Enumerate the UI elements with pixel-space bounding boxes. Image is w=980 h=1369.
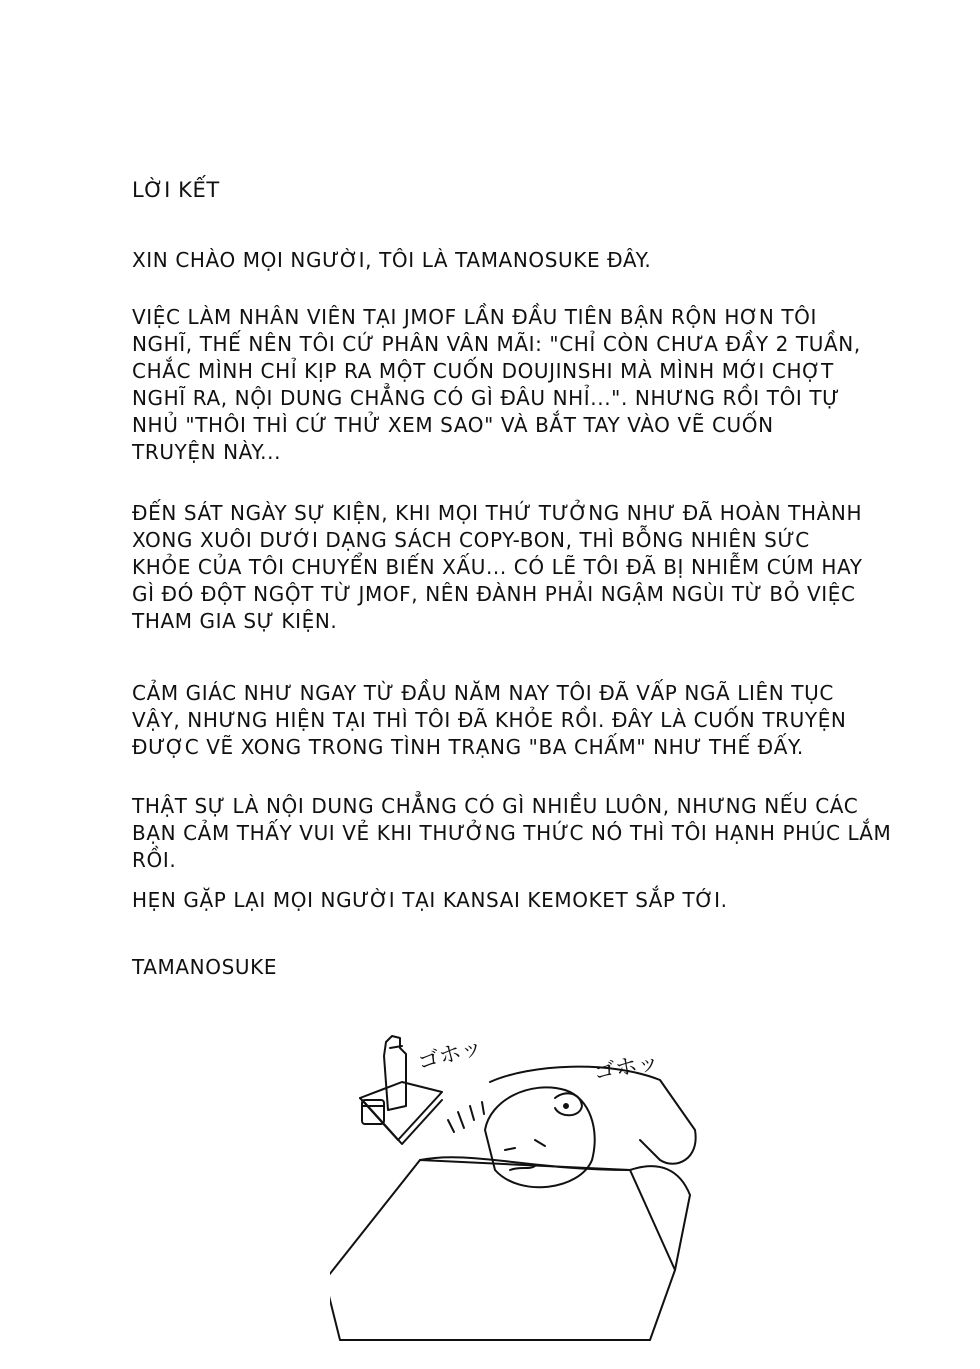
pillow [490, 1067, 696, 1164]
page-title: LỜI KẾT [132, 178, 220, 202]
cough-lines [448, 1102, 484, 1132]
sleeper-head [485, 1087, 595, 1187]
blanket [330, 1160, 675, 1340]
greeting-text: XIN CHÀO MỌI NGƯỜI, TÔI LÀ TAMANOSUKE ĐÂY. [132, 248, 652, 272]
signature: TAMANOSUKE [132, 955, 278, 979]
paragraph-2: ĐẾN SÁT NGÀY SỰ KIỆN, KHI MỌI THỨ TƯỞNG NHƯ ĐÃ HOÀN THÀNH XONG XUÔI DƯỚI DẠNG SÁCH COPY-BON, THÌ BỖNG NHIÊN SỨC KHỎE CỦA TÔI CHUYỂN BIẾN XẤU... CÓ LẼ TÔI ĐÃ BỊ NHIỄM CÚM HAY GÌ ĐÓ ĐỘT NGỘT TỪ JMOF, NÊN ĐÀNH PHẢI NGẬM NGÙI TỪ BỎ VIỆC THAM GIA SỰ KIỆN. [132, 501, 863, 633]
cough-sfx-right: ゴホッ [591, 1049, 662, 1086]
paragraph-5: HẸN GẶP LẠI MỌI NGƯỜI TẠI KANSAI KEMOKET SẮP TỚI. [132, 888, 728, 912]
cough-sfx-left: ゴホッ [415, 1034, 486, 1076]
sick-in-bed-illustration [330, 1020, 710, 1350]
paragraph-1: VIỆC LÀM NHÂN VIÊN TẠI JMOF LẦN ĐẦU TIÊN BẬN RỘN HƠN TÔI NGHĨ, THẾ NÊN TÔI CỨ PHÂN VÂN MÃI: "CHỈ CÒN CHƯA ĐẦY 2 TUẦN, CHẮC MÌNH CHỈ KỊP RA MỘT CUỐN DOUJINSHI MÀ MÌNH MỚI CHỢT NGHĨ RA, NỘI DUNG CHẲNG CÓ GÌ ĐÂU NHỈ...". NHƯNG RỒI TÔI TỰ NHỦ "THÔI THÌ CỨ THỬ XEM SAO" VÀ BẮT TAY VÀO VẼ CUỐN TRUYỆN NÀY... [132, 305, 861, 464]
paragraph-3: CẢM GIÁC NHƯ NGAY TỪ ĐẦU NĂM NAY TÔI ĐÃ VẤP NGÃ LIÊN TỤC VẬY, NHƯNG HIỆN TẠI THÌ TÔI ĐÃ KHỎE RỒI. ĐÂY LÀ CUỐN TRUYỆN ĐƯỢC VẼ XONG TRONG TÌNH TRẠNG "BA CHẤM" NHƯ THẾ ĐẤY. [132, 681, 847, 759]
paragraph-4: THẬT SỰ LÀ NỘI DUNG CHẲNG CÓ GÌ NHIỀU LUÔN, NHƯNG NẾU CÁC BẠN CẢM THẤY VUI VẺ KHI THƯỞNG THỨC NÓ THÌ TÔI HẠNH PHÚC LẮM RỒI. [132, 794, 892, 872]
